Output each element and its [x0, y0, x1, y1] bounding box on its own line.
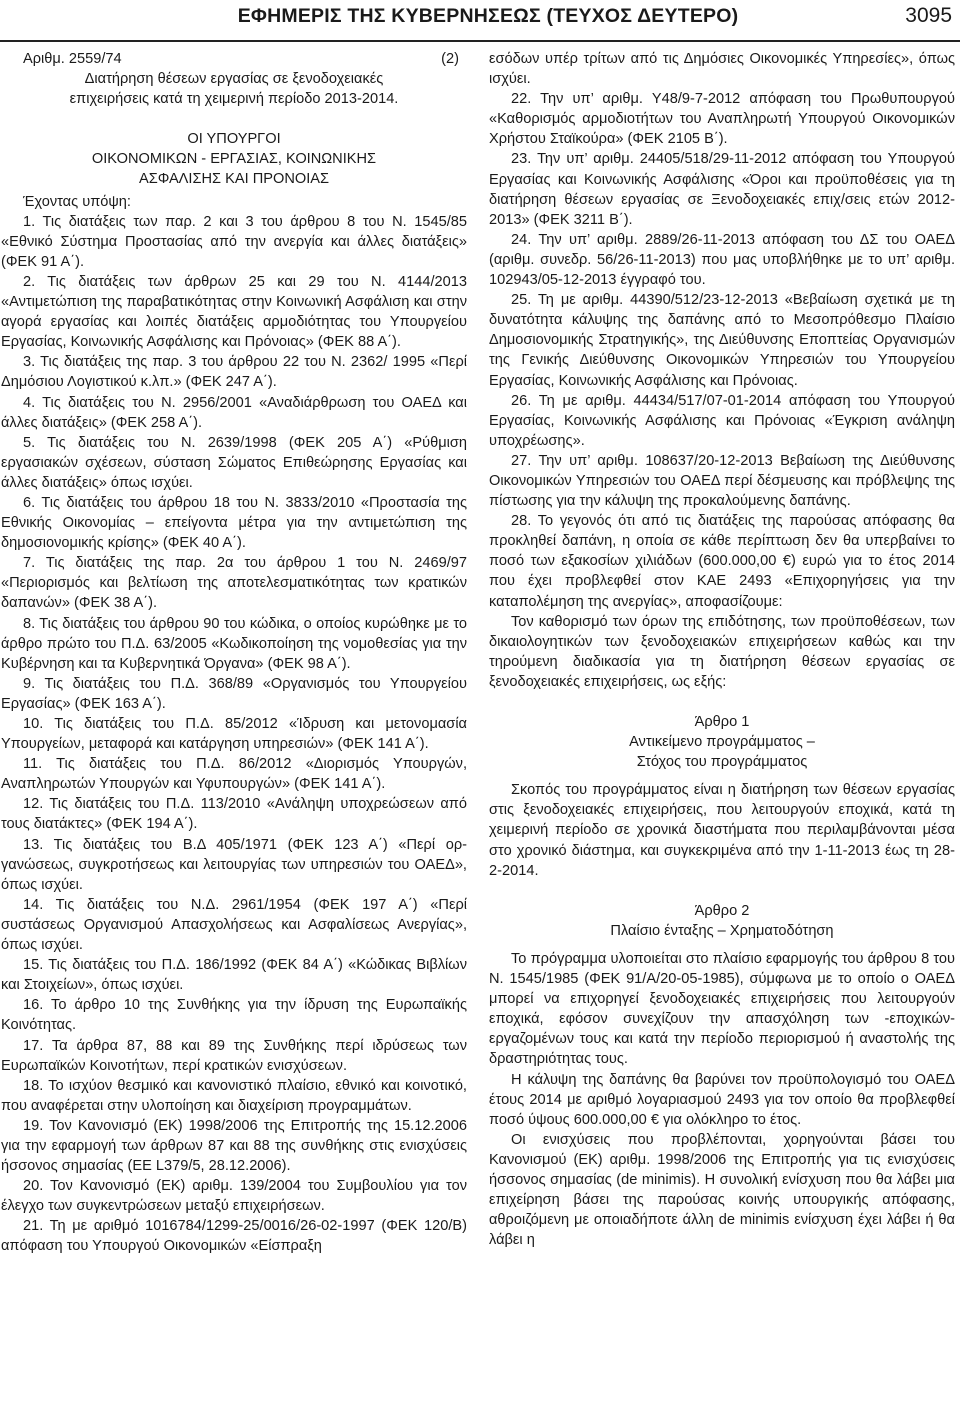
right-column: [489, 49, 955, 1250]
consideration-15: 15. Τις διατάξεις του Π.Δ. 186/1992 (ΦΕΚ 84 Α΄) «Κώδικας Βιβλίων και Στοιχείων», όπως ισχύει.: [1, 957, 467, 994]
article-2-subtitle: Πλαίσιο ένταξης – Χρηματοδότηση: [610, 922, 834, 939]
article-1-subtitle-2: Στόχος του προγράμματος: [636, 754, 808, 771]
article-2-paragraph-3: Οι ενισχύσεις που προβλέπονται, χορηγούνται βάσει του Κανονισμού (ΕΚ) αριθμ. 1998/2006 της Επιτροπής για τις ενισχύσεις ήσσονος σημασίας (de minimis). Η συνολική ενίσχυση που θα λάβει μια επιχείρηση βάσει της παρούσας κοινής υπουργικής απόφασης, αθροιζόμενη με οποιαδήποτε άλλη de minimis ενίσχυση έχει λάβει ή θα λάβει η: [489, 1131, 955, 1249]
consideration-27: 27. Την υπ’ αριθμ. 108637/20-12-2013 Βεβαίωση της Διεύθυνσης Οικονομικών Υπηρεσιών του ΟΑΕΔ περί δέσμευσης και πρόβλεψης της πίστωσης για την κάλυψη της προκαλούμενης δαπάνης.: [489, 452, 955, 510]
article-2-paragraph-1: Το πρόγραμμα υλοποιείται στο πλαίσιο εφαρμογής του άρθρου 8 του Ν. 1545/1985 (ΦΕΚ 91/Α/20-05-1985), σύμφωνα με το οποίο ο ΟΑΕΔ μπορεί να επιχορηγεί ξενοδοχειακές επιχειρήσεις που λειτουργούν εποχικά, εφόσον συνεχίζουν την απασχόληση των -εποχικών- εργαζομένων τους και κατά την περίοδο περιορισμού ή αναστολής της δραστηριότητας τους.: [489, 950, 955, 1068]
consideration-16: 16. Το άρθρο 10 της Συνθήκης για την ίδρυση της Ευρωπαϊκής Κοινότητας.: [1, 997, 467, 1034]
article-1-subtitle-1: Αντικείμενο προγράμματος –: [629, 734, 815, 751]
consideration-18: 18. Το ισχύον θεσμικό και κανονιστικό πλαίσιο, εθνικό και κοινοτικό, που αναφέρεται στην υλοποίηση και διαχείριση προγραμμάτων.: [1, 1077, 467, 1114]
decision-number: Αριθμ. 2559/74: [23, 51, 122, 67]
article-1-body: Σκοπός του προγράμματος είναι η διατήρηση των θέσεων εργασίας στις ξενοδοχειακές επιχειρήσεις, που λειτουργούν εποχικά, κατά τη χειμερινή περίοδο σε χρονικά διαστήματα που περιλαμβάνονται μέσα στο χρονικό διάστημα, και συγκεκριμένα από την 1-11-2013 έως τη 28-2-2014.: [489, 782, 955, 879]
consideration-21: 21. Τη με αριθμό 1016784/1299-25/0016/26-02-1997 (ΦΕΚ 120/Β) απόφαση του Υπουργού Οικονομικών «Είσπραξη: [1, 1218, 467, 1255]
consideration-2: 2. Τις διατάξεις των άρθρων 25 και 29 του Ν. 4144/2013 «Αντιμετώπιση της παραβατικότητας στην Κοινωνική Ασφάλιση και στην αγορά εργασίας και λοιπές διατάξεις αρμοδιότητας του Υπουργείου Εργασίας, Κοινωνικής Ασφάλισης και Πρόνοιας» (ΦΕΚ 88 Α΄).: [1, 273, 467, 351]
having-regard: Έχοντας υπόψη:: [23, 193, 131, 210]
header-rule: [0, 40, 960, 42]
consideration-8: 8. Τις διατάξεις του άρθρου 90 του κώδικα, ο οποίος κυρώθηκε με το άρθρο πρώτο του Π.Δ. 63/2005 «Κωδικοποίηση της νομοθεσίας για την Κυβέρνηση και τα Κυβερνητικά Όργανα» (ΦΕΚ 98 Α΄).: [1, 615, 467, 672]
article-2-paragraph-2: Η κάλυψη της δαπάνης θα βαρύνει τον προϋπολογισμό του ΟΑΕΔ έτους 2014 με αριθμό λογαριασμού 2493 για τον οποίο θα προβλεφθεί ποσό ύψους 600.000,00 € για ολόκληρο το έτος.: [489, 1071, 955, 1128]
decision-number-line: [1, 49, 467, 69]
page-header: [0, 0, 960, 42]
consideration-26: 26. Τη με αριθμ. 44434/517/07-01-2014 απόφαση του Υπουργού Εργασίας, Κοινωνικής Ασφάλισης και Πρόνοιας «Έγκριση ανάληψη υποχρέωσης».: [489, 392, 955, 449]
consideration-9: 9. Τις διατάξεις του Π.Δ. 368/89 «Οργανισμός του Υπουργείου Εργασίας» (ΦΕΚ 163 Α΄).: [1, 675, 467, 712]
consideration-4: 4. Τις διατάξεις του Ν. 2956/2001 «Αναδιάρθρωση του ΟΑΕΔ και άλλες διατάξεις» (ΦΕΚ 258 Α΄).: [1, 394, 467, 431]
consideration-11: 11. Τις διατάξεις του Π.Δ. 86/2012 «Διορισμός Υπουργών, Αναπληρωτών Υπουργών και Υφυπουργών» (ΦΕΚ 141 Α΄).: [1, 756, 467, 793]
consideration-6: 6. Τις διατάξεις του άρθρου 18 του Ν. 3833/2010 «Προστασία της Εθνικής Οικονομίας – επείγοντα μέτρα για την αντιμετώπιση της δημοσιονομικής κρίσης» (ΦΕΚ 40 Α΄).: [1, 494, 467, 552]
consideration-20: 20. Τον Κανονισμό (ΕΚ) αριθμ. 139/2004 του Συμβουλίου για τον έλεγχο των συγκεντρώσεων μεταξύ επιχειρήσεων.: [1, 1178, 467, 1215]
decision-title-2: επιχειρήσεις κατά τη χειμερινή περίοδο 2013-2014.: [69, 91, 399, 108]
consideration-17: 17. Τα άρθρα 87, 88 και 89 της Συνθήκης περί ιδρύσεως των Ευρωπαϊκών Κοινοτήτων, περί κρατικών ενισχύσεων.: [1, 1037, 467, 1074]
page-number: 3095: [905, 4, 952, 27]
article-1-title: Άρθρο 1: [694, 714, 750, 730]
continuation-text: εσόδων υπέρ τρίτων από τις Δημόσιες Οικονομικές Υπηρεσίες», όπως ισχύει.: [489, 51, 955, 88]
consideration-1: 1. Τις διατάξεις των παρ. 2 και 3 του άρθρου 8 του Ν. 1545/85 «Εθνικό Σύστημα Προστασίας από την ανεργία και άλλες διατάξεις» (ΦΕΚ 91 Α΄).: [1, 213, 467, 270]
decision-intro: Τον καθορισμό των όρων της επιδότησης, των προϋποθέσεων, των δικαιολογητικών των ξενοδοχειακών επιχειρήσεων καθώς και την τηρούμενη διαδικασία για τη διατήρηση θέσεων εργασίας σε ξενοδοχειακές επιχειρήσεις, ως εξής:: [489, 613, 955, 690]
decision-tag: (2): [441, 51, 459, 67]
ministers-heading-2: ΟΙΚΟΝΟΜΙΚΩΝ - ΕΡΓΑΣΙΑΣ, ΚΟΙΝΩΝΙΚΗΣ: [91, 151, 377, 168]
article-2-title: Άρθρο 2: [694, 902, 750, 919]
consideration-7: 7. Τις διατάξεις της παρ. 2α του άρθρου 1 του Ν. 2469/97 «Περιορισμός και βελτίωση της αποτελεσματικότητας των κρατικών δαπανών» (ΦΕΚ 38 Α΄).: [1, 555, 467, 612]
consideration-14: 14. Τις διατάξεις του Ν.Δ. 2961/1954 (ΦΕΚ 197 Α΄) «Περί συστάσεως Οργανισμού Απασχολήσεως και Ασφαλίσεως Ανεργίας», όπως ισχύει.: [1, 896, 467, 954]
consideration-24: 24. Την υπ’ αριθμ. 2889/26-11-2013 απόφαση του ΔΣ του ΟΑΕΔ (αριθμ. συνεδρ. 56/26-11-2013) που μας υποβλήθηκε με το υπ’ αριθμ. 102943/05-12-2013 έγγραφό του.: [489, 231, 955, 289]
consideration-13: 13. Τις διατάξεις του Β.Δ 405/1971 (ΦΕΚ 123 Α΄) «Περί οργανώσεως, συγκροτήσεως και λειτουργίας των υπηρεσιών του ΟΑΕΔ», όπως ισχύει.: [1, 836, 467, 893]
consideration-10: 10. Τις διατάξεις του Π.Δ. 85/2012 «Ίδρυση και μετονομασία Υπουργείων, μεταφορά και κατάργηση υπηρεσιών» (ΦΕΚ 141 Α΄).: [1, 716, 467, 753]
left-column: [1, 49, 467, 1257]
consideration-23: 23. Την υπ’ αριθμ. 24405/518/29-11-2012 απόφαση του Υπουργού Εργασίας και Κοινωνικής Ασφάλισης «Όροι και προϋποθέσεις για τη διατήρηση θέσεων εργασίας σε Ξενοδοχειακές επιχ/σεις ετών 2012-2013» (ΦΕΚ 3211 Β΄).: [489, 151, 955, 228]
ministers-heading-3: ΑΣΦΑΛΙΣΗΣ ΚΑΙ ΠΡΟΝΟΙΑΣ: [138, 171, 330, 188]
consideration-22: 22. Την υπ’ αριθμ. Υ48/9-7-2012 απόφαση του Πρωθυπουργού «Καθορισμός αρμοδιοτήτων του Αναπληρωτή Υπουργού Οικονομικών Χρήστου Σταϊκούρα» (ΦΕΚ 2105 Β΄).: [489, 91, 955, 148]
consideration-28: 28. Το γεγονός ότι από τις διατάξεις της παρούσας απόφασης θα προκληθεί δαπάνη, η οποία σε κάθε περίπτωση δεν θα υπερβαίνει το ποσό των εξακοσίων χιλιάδων (600.000,00 €) ευρώ για το έτος 2014 που έχει προβλεφθεί στον ΚΑΕ 2493 «Επιχορηγήσεις για την καταπολέμηση της ανεργίας», αποφασίζουμε:: [489, 513, 955, 610]
ministers-heading-1: ΟΙ ΥΠΟΥΡΓΟΙ: [187, 131, 281, 148]
consideration-12: 12. Τις διατάξεις του Π.Δ. 113/2010 «Ανάληψη υποχρεώσεων από τους διατάκτες» (ΦΕΚ 194 Α΄).: [1, 796, 467, 833]
gazette-title: ΕΦΗΜΕΡΙΣ ΤΗΣ ΚΥΒΕΡΝΗΣΕΩΣ (ΤΕΥΧΟΣ ΔΕΥΤΕΡΟ): [237, 5, 739, 27]
decision-title-1: Διατήρηση θέσεων εργασίας σε ξενοδοχειακές: [84, 71, 384, 88]
consideration-19: 19. Τον Κανονισμό (ΕΚ) 1998/2006 της Επιτροπής της 15.12.2006 για την εφαρμογή των άρθρων 87 και 88 της συνθήκης στις ενισχύσεις ήσσονος σημασίας (ΕΕ L379/5, 28.12.2006).: [1, 1117, 467, 1175]
consideration-5: 5. Τις διατάξεις του Ν. 2639/1998 (ΦΕΚ 205 Α΄) «Ρύθμιση εργασιακών σχέσεων, σύσταση Σώματος Επιθεώρησης Εργασίας και άλλες διατάξεις» όπως ισχύει.: [1, 434, 467, 491]
consideration-25: 25. Τη με αριθμ. 44390/512/23-12-2013 «Βεβαίωση σχετικά με τη δυνατότητα κάλυψης της δαπάνης από το Μεσοπρόθεσμο Πλαίσιο Δημοσιονομικής Στρατηγικής», της Διεύθυνσης Εποπτείας Οργανισμών της Γενικής Διεύθυνσης Οικονομικών Υπηρεσιών του Υπουργείου Εργασίας, Κοινωνικής Ασφάλισης και Πρόνοιας.: [489, 292, 955, 389]
consideration-3: 3. Τις διατάξεις της παρ. 3 του άρθρου 22 του Ν. 2362/ 1995 «Περί Δημόσιου Λογιστικού κ.λπ.» (ΦΕΚ 247 Α΄).: [1, 354, 467, 391]
